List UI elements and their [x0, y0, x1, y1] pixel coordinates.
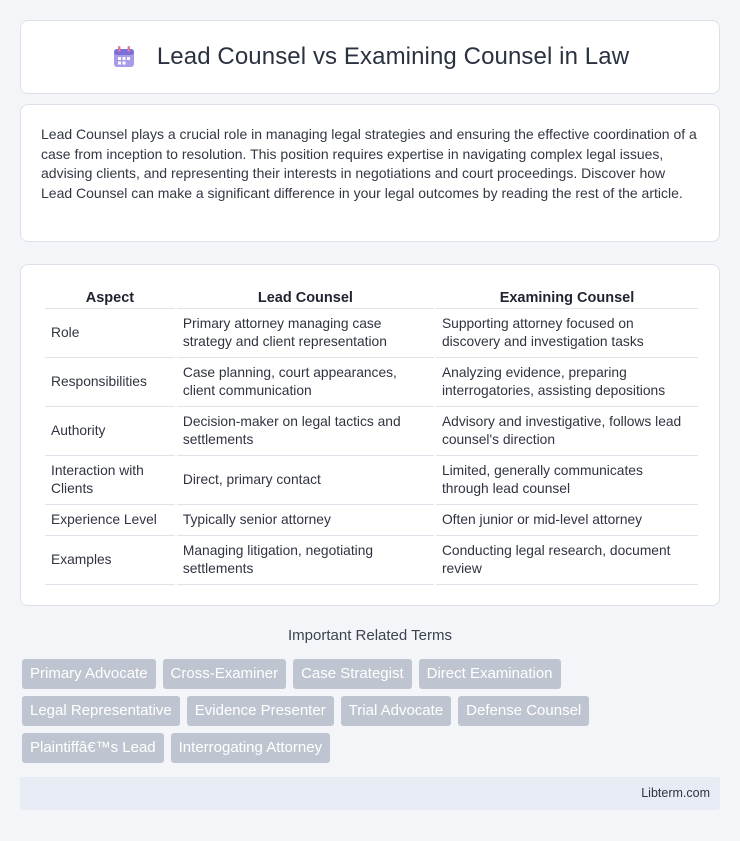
tag-row: [22, 659, 712, 689]
related-terms-title: Important Related Terms: [288, 627, 452, 644]
comparison-card: [20, 264, 720, 606]
related-term-tag[interactable]: Cross-Examiner: [163, 659, 287, 689]
table-cell-lead: Managing litigation, negotiating settlements: [177, 536, 434, 585]
table-cell-aspect: Experience Level: [45, 505, 175, 536]
header-card: [20, 20, 720, 94]
table-cell-lead: Typically senior attorney: [177, 505, 434, 536]
table-cell-lead: Primary attorney managing case strategy and client representation: [177, 309, 434, 358]
column-header-lead-counsel: Lead Counsel: [177, 287, 434, 309]
related-term-tag[interactable]: Direct Examination: [419, 659, 561, 689]
table-header-row: [45, 287, 698, 309]
table-cell-aspect: Responsibilities: [45, 358, 175, 407]
related-term-tag[interactable]: Primary Advocate: [22, 659, 156, 689]
table-cell-aspect: Examples: [45, 536, 175, 585]
table-row: [45, 309, 698, 358]
intro-card: [20, 104, 720, 242]
footer-site-link[interactable]: Libterm.com: [641, 786, 710, 800]
related-term-tag[interactable]: Defense Counsel: [458, 696, 589, 726]
column-header-aspect: Aspect: [45, 287, 175, 309]
tag-row: [22, 733, 712, 763]
table-cell-examining: Often junior or mid-level attorney: [436, 505, 698, 536]
table-cell-examining: Advisory and investigative, follows lead counsel's direction: [436, 407, 698, 456]
table-cell-lead: Direct, primary contact: [177, 456, 434, 505]
tag-row: [22, 696, 712, 726]
table-cell-aspect: Role: [45, 309, 175, 358]
table-cell-lead: Case planning, court appearances, client communication: [177, 358, 434, 407]
comparison-table: [43, 287, 700, 585]
related-term-tag[interactable]: Legal Representative: [22, 696, 180, 726]
table-row: [45, 358, 698, 407]
related-terms-list: [22, 659, 712, 770]
related-term-tag[interactable]: Plaintiffâ€™s Lead: [22, 733, 164, 763]
column-header-examining-counsel: Examining Counsel: [436, 287, 698, 309]
table-row: [45, 407, 698, 456]
related-term-tag[interactable]: Case Strategist: [293, 659, 412, 689]
related-term-tag[interactable]: Trial Advocate: [341, 696, 452, 726]
table-cell-lead: Decision-maker on legal tactics and settlements: [177, 407, 434, 456]
table-cell-examining: Conducting legal research, document review: [436, 536, 698, 585]
table-cell-examining: Supporting attorney focused on discovery and investigation tasks: [436, 309, 698, 358]
table-cell-aspect: Authority: [45, 407, 175, 456]
table-cell-examining: Analyzing evidence, preparing interrogatories, assisting depositions: [436, 358, 698, 407]
table-row: [45, 536, 698, 585]
table-cell-aspect: Interaction with Clients: [45, 456, 175, 505]
related-term-tag[interactable]: Evidence Presenter: [187, 696, 334, 726]
intro-text: Lead Counsel plays a crucial role in managing legal strategies and ensuring the effective coordination of a case from inception to resolution. This position requires expertise in navigating complex legal issues, advising clients, and representing their interests in negotiations and court proceedings. Discover how Lead Counsel can make a significant difference in your legal outcomes by reading the rest of the article.: [41, 126, 697, 201]
related-term-tag[interactable]: Interrogating Attorney: [171, 733, 330, 763]
table-row: [45, 505, 698, 536]
page-title: Lead Counsel vs Examining Counsel in Law: [156, 43, 630, 70]
footer: [20, 777, 720, 810]
calendar-icon: [111, 44, 137, 70]
table-cell-examining: Limited, generally communicates through lead counsel: [436, 456, 698, 505]
table-row: [45, 456, 698, 505]
